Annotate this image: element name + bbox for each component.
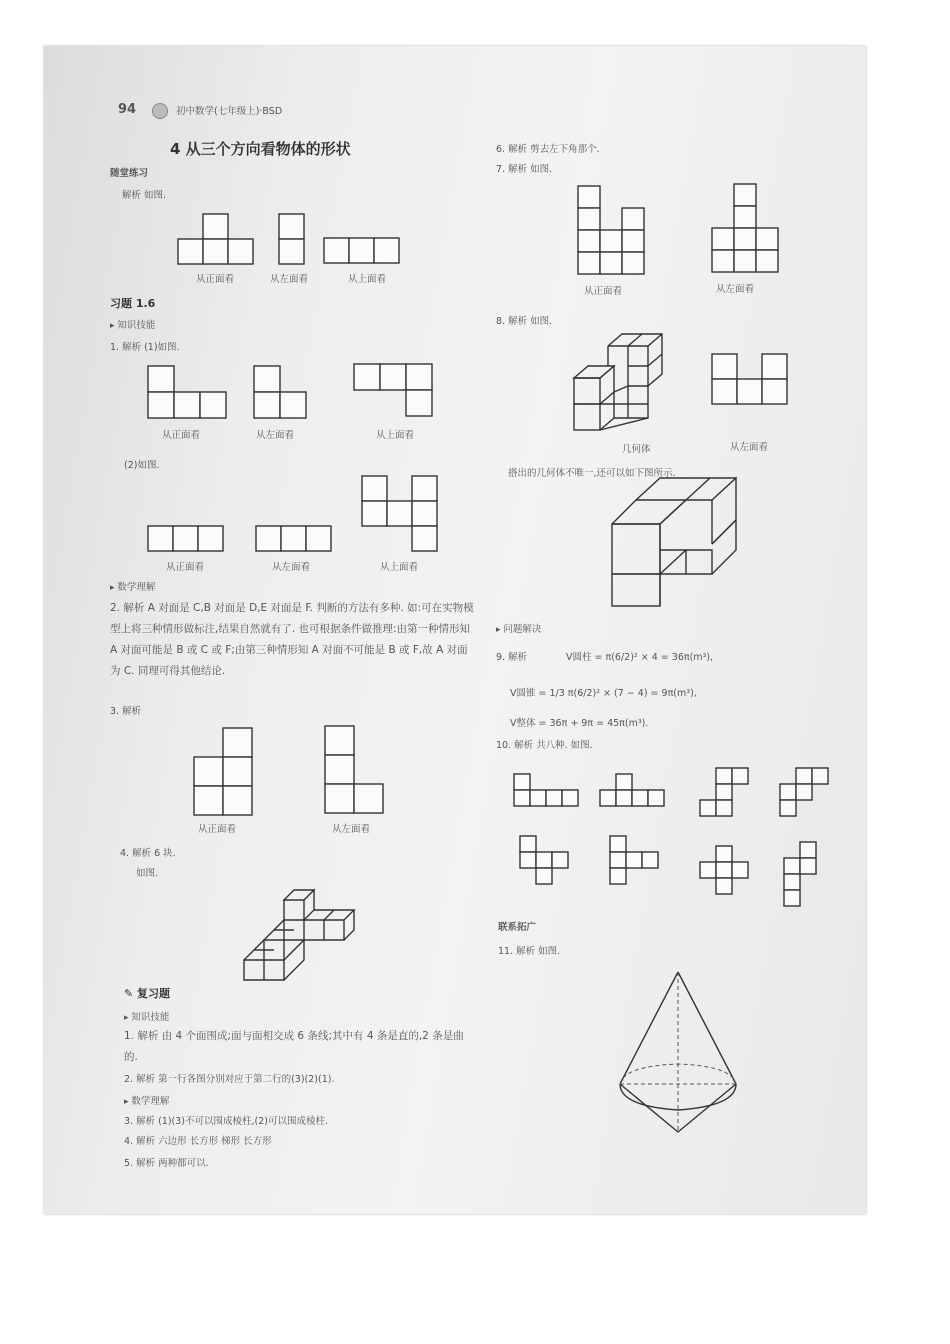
q10-net-8 [784,842,824,912]
review-q4: 4. 解析 六边形 长方形 梯形 长方形 [124,1136,272,1147]
q1-2-label-top: 从上面看 [380,562,419,573]
q7-text: 7. 解析 如图. [496,164,553,175]
q8-solid-figure [574,332,684,436]
book-title: 初中数学(七年级上)·BSD [176,106,283,117]
review-q5: 5. 解析 两种都可以. [124,1158,209,1169]
q3-label-left: 从左面看 [332,824,371,835]
q9-line3: V整体 = 36π + 9π = 45π(m³). [510,718,649,729]
q1-text: 1. 解析 (1)如图. [110,342,180,353]
review-heading: ✎ 复习题 [124,987,171,1000]
q7-left-view [712,184,782,276]
q1-2-front-view [148,526,228,554]
practice-note: 解析 如图. [122,190,167,201]
practice-top-view [324,238,404,266]
q4-note: 如图. [136,868,159,879]
q1-2-label-front: 从正面看 [166,562,205,573]
q6-text: 6. 解析 剪去左下角那个. [496,144,600,155]
q8-left-view [712,354,792,410]
q3-text: 3. 解析 [110,706,142,717]
q10-net-5 [520,836,580,892]
q9-line1: V圆柱 = π(6/2)² × 4 = 36π(m³), [566,652,714,663]
extension-heading: 联系拓广 [498,922,537,933]
practice-front-view [178,214,238,266]
q8-label-solid: 几何体 [622,444,651,455]
q1-2-left-view [256,526,336,554]
q1-front-view [148,366,228,421]
q8-text: 8. 解析 如图. [496,316,553,327]
review-q3: 3. 解析 (1)(3)不可以围成棱柱,(2)可以围成棱柱. [124,1116,329,1127]
q1-part2: (2)如图. [124,460,160,471]
q2-text: 2. 解析 A 对面是 C,B 对面是 D,E 对面是 F. 判断的方法有多种. 如:可在实物模型上将三种情形做标注,结果自然就有了. 也可根据条件做推理:由第一种情形知 A 对面可能是 B 或 C 或 F;由第三种情形知 A 对面不可能是 B 或 F,故 A 对面为 C. 同理可得其他结论. [110,602,474,677]
q10-net-2 [600,774,670,814]
q10-text: 10. 解析 共八种. 如图. [496,740,593,751]
q8-alternative-solid [612,492,742,608]
review-q1: 1. 解析 由 4 个面围成;面与面相交成 6 条线;其中有 4 条是直的,2 条是曲的. [124,1030,464,1063]
q4-solid-figure [240,886,360,976]
q8-note: 搭出的几何体不唯一,还可以如下图所示. [508,468,676,479]
subheading-skills: ▸ 知识技能 [110,320,156,331]
q9-label: 9. 解析 [496,652,528,663]
subheading-problem: ▸ 问题解决 [496,624,542,635]
q11-cone-figure [614,966,744,1136]
q1-label-front: 从正面看 [162,430,201,441]
review-subheading-skills: ▸ 知识技能 [124,1012,170,1023]
exercise-heading: 习题 1.6 [110,297,156,310]
q9-line2: V圆锥 = 1/3 π(6/2)² × (7 − 4) = 9π(m³), [510,688,697,699]
q1-left-view [254,366,310,421]
q7-front-view [578,186,648,278]
q3-left-view [325,726,385,816]
q10-net-1 [514,774,584,814]
practice-label-left: 从左面看 [270,274,309,285]
book-logo-icon [152,103,168,119]
q7-label-left: 从左面看 [716,284,755,295]
review-subheading-understanding: ▸ 数学理解 [124,1096,170,1107]
q10-net-6 [610,836,670,892]
practice-left-view [279,214,309,266]
practice-label-top: 从上面看 [348,274,387,285]
q3-front-view [194,728,254,816]
q10-net-3 [700,768,760,824]
q1-2-top-view [362,476,442,556]
q11-text: 11. 解析 如图. [498,946,561,957]
review-q2: 2. 解析 第一行各图分别对应于第二行的(3)(2)(1). [124,1074,335,1085]
page-number: 94 [118,102,137,117]
practice-heading: 随堂练习 [110,168,149,179]
q1-label-top: 从上面看 [376,430,415,441]
subheading-understanding: ▸ 数学理解 [110,582,156,593]
q7-label-front: 从正面看 [584,286,623,297]
q1-top-view [354,364,434,419]
q10-net-7 [700,846,760,910]
practice-label-front: 从正面看 [196,274,235,285]
q8-label-left: 从左面看 [730,442,769,453]
q3-label-front: 从正面看 [198,824,237,835]
section-title: 4 从三个方向看物体的形状 [170,140,351,158]
q1-2-label-left: 从左面看 [272,562,311,573]
q1-label-left: 从左面看 [256,430,295,441]
pencil-icon: ✎ [124,987,138,1000]
q4-text: 4. 解析 6 块. [120,848,176,859]
q10-net-4 [780,768,840,824]
page-sheet [44,46,866,1214]
